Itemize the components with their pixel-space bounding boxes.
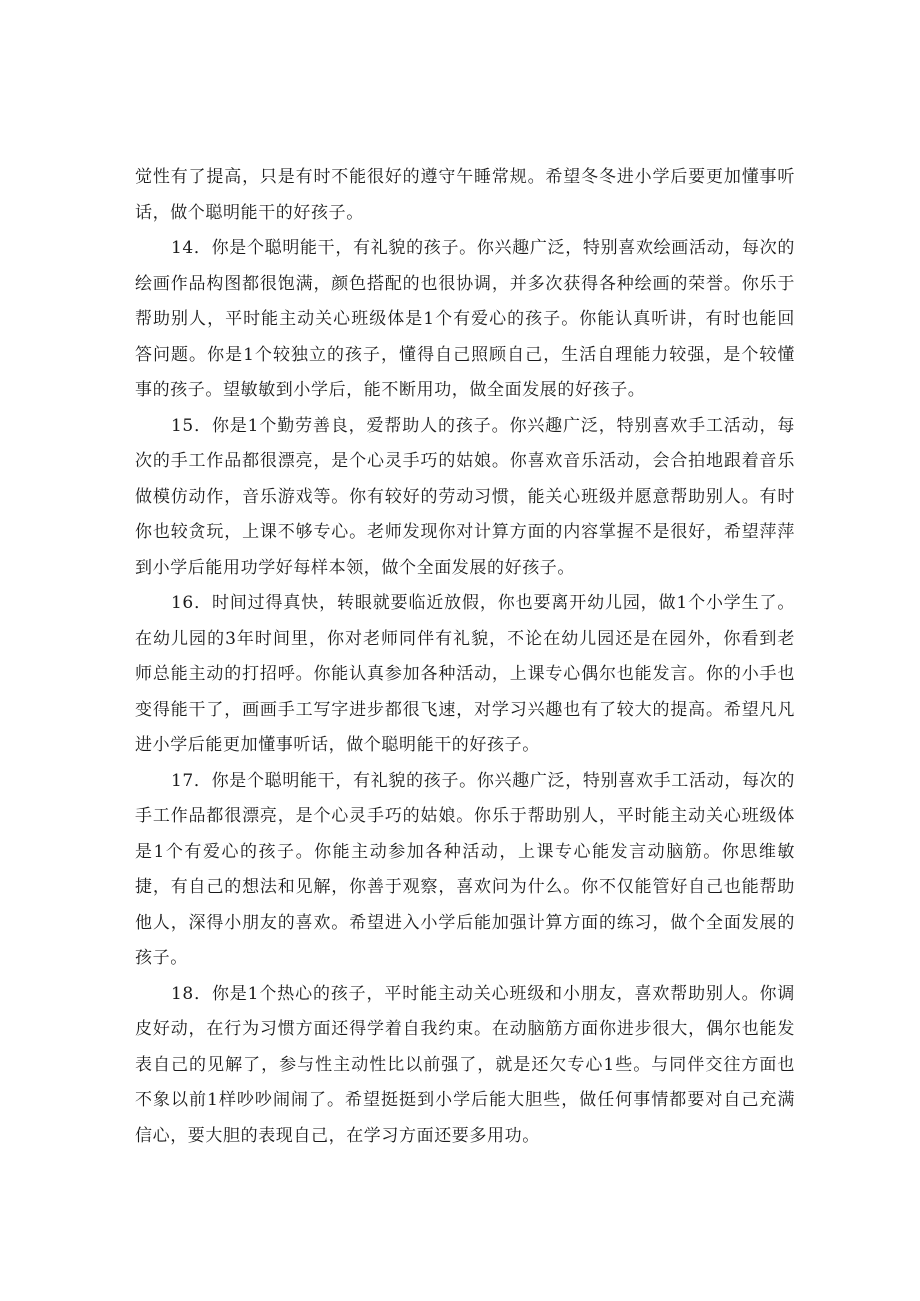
paragraph-15: 15．你是1个勤劳善良，爱帮助人的孩子。你兴趣广泛，特别喜欢手工活动，每次的手工作品都很漂亮，是个心灵手巧的姑娘。你喜欢音乐活动，会合拍地跟着音乐做模仿动作，音乐游戏等。你有较好的劳动习惯，能关心班级并愿意帮助别人。有时你也较贪玩，上课不够专心。老师发现你对计算方面的内容掌握不是很好，希望萍萍到小学后能用功学好每样本领，做个全面发展的好孩子。 bbox=[135, 415, 795, 578]
paragraph-continued: 觉性有了提高，只是有时不能很好的遵守午睡常规。希望冬冬进小学后要更加懂事听话，做个聪明能干的好孩子。 bbox=[135, 167, 795, 223]
paragraph-14: 14．你是个聪明能干，有礼貌的孩子。你兴趣广泛，特别喜欢绘画活动，每次的绘画作品构图都很饱满，颜色搭配的也很协调，并多次获得各种绘画的荣誉。你乐于帮助别人，平时能主动关心班级体是1个有爱心的孩子。你能认真听讲，有时也能回答问题。你是1个较独立的孩子，懂得自己照顾自己，生活自理能力较强，是个较懂事的孩子。望敏敏到小学后，能不断用功，做全面发展的好孩子。 bbox=[135, 238, 795, 400]
document-body bbox=[135, 160, 795, 1154]
paragraph-17: 17．你是个聪明能干，有礼貌的孩子。你兴趣广泛，特别喜欢手工活动，每次的手工作品都很漂亮，是个心灵手巧的姑娘。你乐于帮助别人，平时能主动关心班级体是1个有爱心的孩子。你能主动参加各种活动，上课专心能发言动脑筋。你思维敏捷，有自己的想法和见解，你善于观察，喜欢问为什么。你不仅能管好自己也能帮助他人，深得小朋友的喜欢。希望进入小学后能加强计算方面的练习，做个全面发展的孩子。 bbox=[135, 770, 795, 968]
paragraph-16: 16．时间过得真快，转眼就要临近放假，你也要离开幼儿园，做1个小学生了。在幼儿园的3年时间里，你对老师同伴有礼貌，不论在幼儿园还是在园外，你看到老师总能主动的打招呼。你能认真参加各种活动，上课专心偶尔也能发言。你的小手也变得能干了，画画手工写字进步都很飞速，对学习兴趣也有了较大的提高。希望凡凡进小学后能更加懂事听话，做个聪明能干的好孩子。 bbox=[135, 593, 795, 755]
paragraph-18: 18．你是1个热心的孩子，平时能主动关心班级和小朋友，喜欢帮助别人。你调皮好动，在行为习惯方面还得学着自我约束。在动脑筋方面你进步很大，偶尔也能发表自己的见解了，参与性主动性比以前强了，就是还欠专心1些。与同伴交往方面也不象以前1样吵吵闹闹了。希望挺挺到小学后能大胆些，做任何事情都要对自己充满信心，要大胆的表现自己，在学习方面还要多用功。 bbox=[135, 983, 795, 1146]
